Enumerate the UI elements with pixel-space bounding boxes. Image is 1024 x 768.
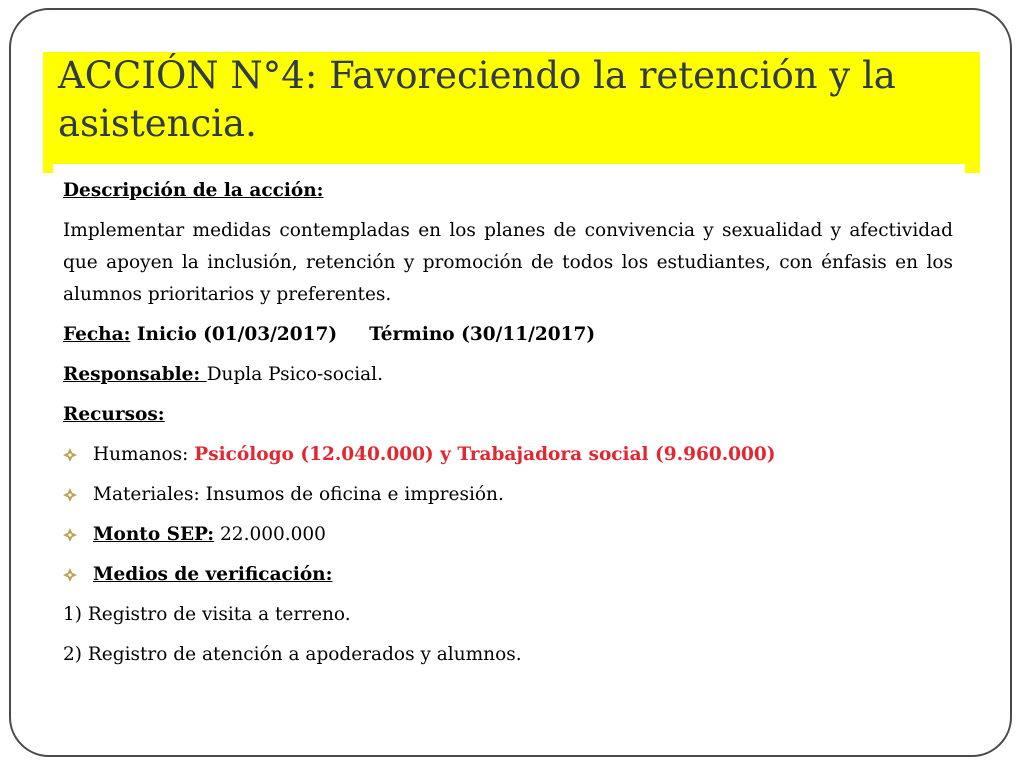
bullet-materiales (63, 479, 953, 511)
fecha-line (63, 319, 953, 351)
responsable-value: Dupla Psico-social. (206, 364, 383, 385)
description-text: Implementar medidas contempladas en los planes de convivencia y sexualidad y afectividad que apoyen la inclusión, retención y promoción de todos los estudiantes, con énfasis en los alumnos prioritarios y preferentes. (63, 220, 953, 305)
bullet-monto (63, 519, 953, 551)
diamond-flower-icon (63, 439, 85, 471)
humanos-value: Psicólogo (12.040.000) y Trabajadora social (9.960.000) (194, 444, 776, 465)
materiales-text: Materiales: Insumos de oficina e impresión. (93, 484, 504, 505)
diamond-flower-icon (63, 519, 85, 551)
monto-value: 22.000.000 (220, 524, 326, 545)
diamond-flower-icon (63, 479, 85, 511)
slide-content (63, 175, 953, 679)
medios-heading: Medios de verificación: (93, 564, 333, 585)
verificacion-item: 1) Registro de visita a terreno. (63, 604, 351, 625)
responsable-label: Responsable: (63, 364, 207, 385)
fecha-inicio: Inicio (01/03/2017) (136, 324, 338, 345)
humanos-label: Humanos: (93, 444, 195, 465)
recursos-heading: Recursos: (63, 404, 165, 425)
bullet-medios (63, 559, 953, 591)
responsable-line (63, 359, 953, 391)
description-heading: Descripción de la acción: (63, 180, 324, 201)
monto-label: Monto SEP: (93, 524, 215, 545)
fecha-termino: Término (30/11/2017) (369, 324, 596, 345)
fecha-label: Fecha: (63, 324, 131, 345)
slide-title: ACCIÓN N°4: Favoreciendo la retención y la asistencia. (58, 54, 896, 145)
verificacion-item: 2) Registro de atención a apoderados y alumnos. (63, 644, 522, 665)
title-band-gap (53, 164, 965, 173)
bullet-humanos (63, 439, 953, 471)
diamond-flower-icon (63, 559, 85, 591)
